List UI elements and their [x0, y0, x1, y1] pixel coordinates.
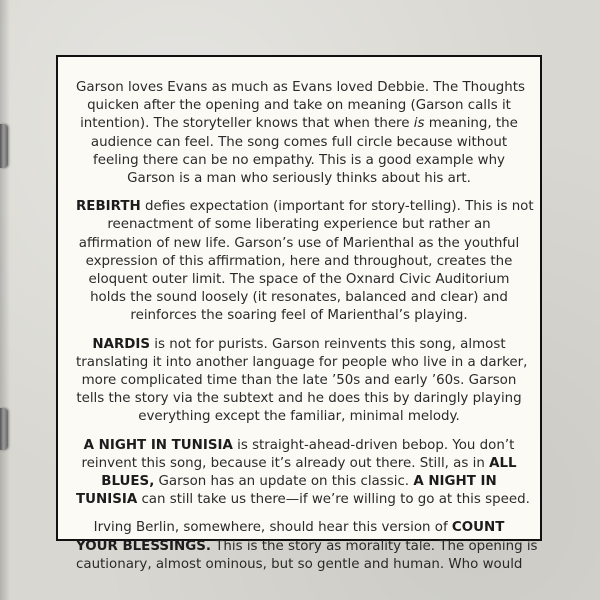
body-text: eloquent outer limit. The space of the Oxnard Civic Auditorium [88, 272, 510, 288]
body-text: expression of this affirmation, here and throughout, creates the [85, 253, 513, 269]
body-text: holds the sound loosely (it resonates, balanced and clear) and [90, 290, 508, 306]
text-line [76, 491, 530, 509]
text-line [76, 372, 522, 390]
song-title-text: COUNT [451, 520, 505, 536]
body-text: is straight-ahead-driven bebop. You don’t [232, 437, 515, 453]
body-text: Garson is a man who seriously thinks about his art. [127, 171, 471, 187]
body-text: reinvent this song, because it’s already out there. Still, as in [81, 455, 490, 471]
body-text: is not for purists. Garson reinvents this song, almost [150, 336, 506, 352]
paragraph [76, 336, 528, 427]
song-title-text: A NIGHT IN TUNISIA [83, 437, 233, 453]
body-text: feeling there can be no empathy. This is a good example why [93, 152, 505, 168]
body-text: tells the story via the subtext and he does this by daringly playing [76, 391, 522, 407]
body-text: Garson loves Evans as much as Evans loved Debbie. The Thoughts [76, 80, 526, 95]
paragraph [76, 198, 534, 325]
staple-bottom [0, 408, 8, 450]
song-title-text: ALL [489, 455, 517, 471]
song-title-text: NARDIS [92, 336, 151, 352]
body-text: everything except the familiar, minimal melody. [138, 409, 460, 425]
liner-notes-text [76, 79, 538, 584]
text-line [76, 115, 522, 133]
body-text: Garson has an update on this classic. [154, 474, 414, 490]
song-title-text: A NIGHT IN [413, 474, 497, 490]
text-line [76, 152, 522, 170]
song-title-text: TUNISIA [76, 492, 138, 508]
text-line [76, 307, 522, 325]
body-text: translating it into another language for people who live in a darker, [76, 354, 528, 370]
body-text: audience can feel. The song comes full circle because without [90, 134, 508, 150]
body-text: reenactment of some liberating experience but rather an [107, 217, 491, 233]
body-text: more complicated time than the late ’50s and early ’60s. Garson [81, 373, 517, 389]
text-line [76, 235, 522, 253]
text-line [76, 253, 522, 271]
text-line [76, 538, 538, 556]
song-title-text: REBIRTH [76, 199, 141, 215]
body-text: quicken after the opening and take on meaning (Garson calls it [87, 98, 511, 114]
body-text: intention). The storyteller knows that when there [80, 116, 414, 132]
paragraph [76, 519, 538, 574]
text-line [76, 97, 522, 115]
text-line [76, 390, 522, 408]
song-title-text: BLUES, [101, 474, 155, 490]
text-line [76, 473, 522, 491]
text-line [76, 216, 522, 234]
text-line [76, 408, 522, 426]
paragraph [76, 437, 530, 510]
text-line [76, 198, 534, 216]
emphasis-text: is [413, 116, 425, 132]
text-line [76, 79, 526, 97]
text-line [76, 134, 522, 152]
body-text: cautionary, almost ominous, but so gentle and human. Who would [76, 556, 523, 572]
body-text: defies expectation (important for story-telling). This is not [140, 199, 534, 215]
text-line [76, 336, 522, 354]
body-text: This is the story as morality tale. The opening is [210, 538, 538, 554]
body-text: can still take us there—if we’re willing to go at this speed. [137, 492, 530, 508]
booklet-spine-shadow [0, 0, 10, 600]
paragraph [76, 79, 526, 188]
body-text: reinforces the soaring feel of Marienthal’s playing. [130, 308, 468, 324]
staple-top [0, 124, 8, 168]
text-line [76, 437, 522, 455]
body-text: affirmation of new life. Garson’s use of Marienthal as the youthful [78, 235, 520, 251]
song-title-text: YOUR BLESSINGS. [76, 538, 211, 554]
liner-notes-frame [56, 55, 542, 572]
text-line [76, 354, 528, 372]
text-line [76, 289, 522, 307]
body-text: meaning, the [424, 116, 518, 132]
text-line [76, 455, 522, 473]
text-line [76, 170, 522, 188]
text-line [76, 519, 522, 537]
text-line [76, 271, 522, 289]
text-line [76, 556, 522, 574]
body-text: Irving Berlin, somewhere, should hear this version of [93, 520, 452, 536]
